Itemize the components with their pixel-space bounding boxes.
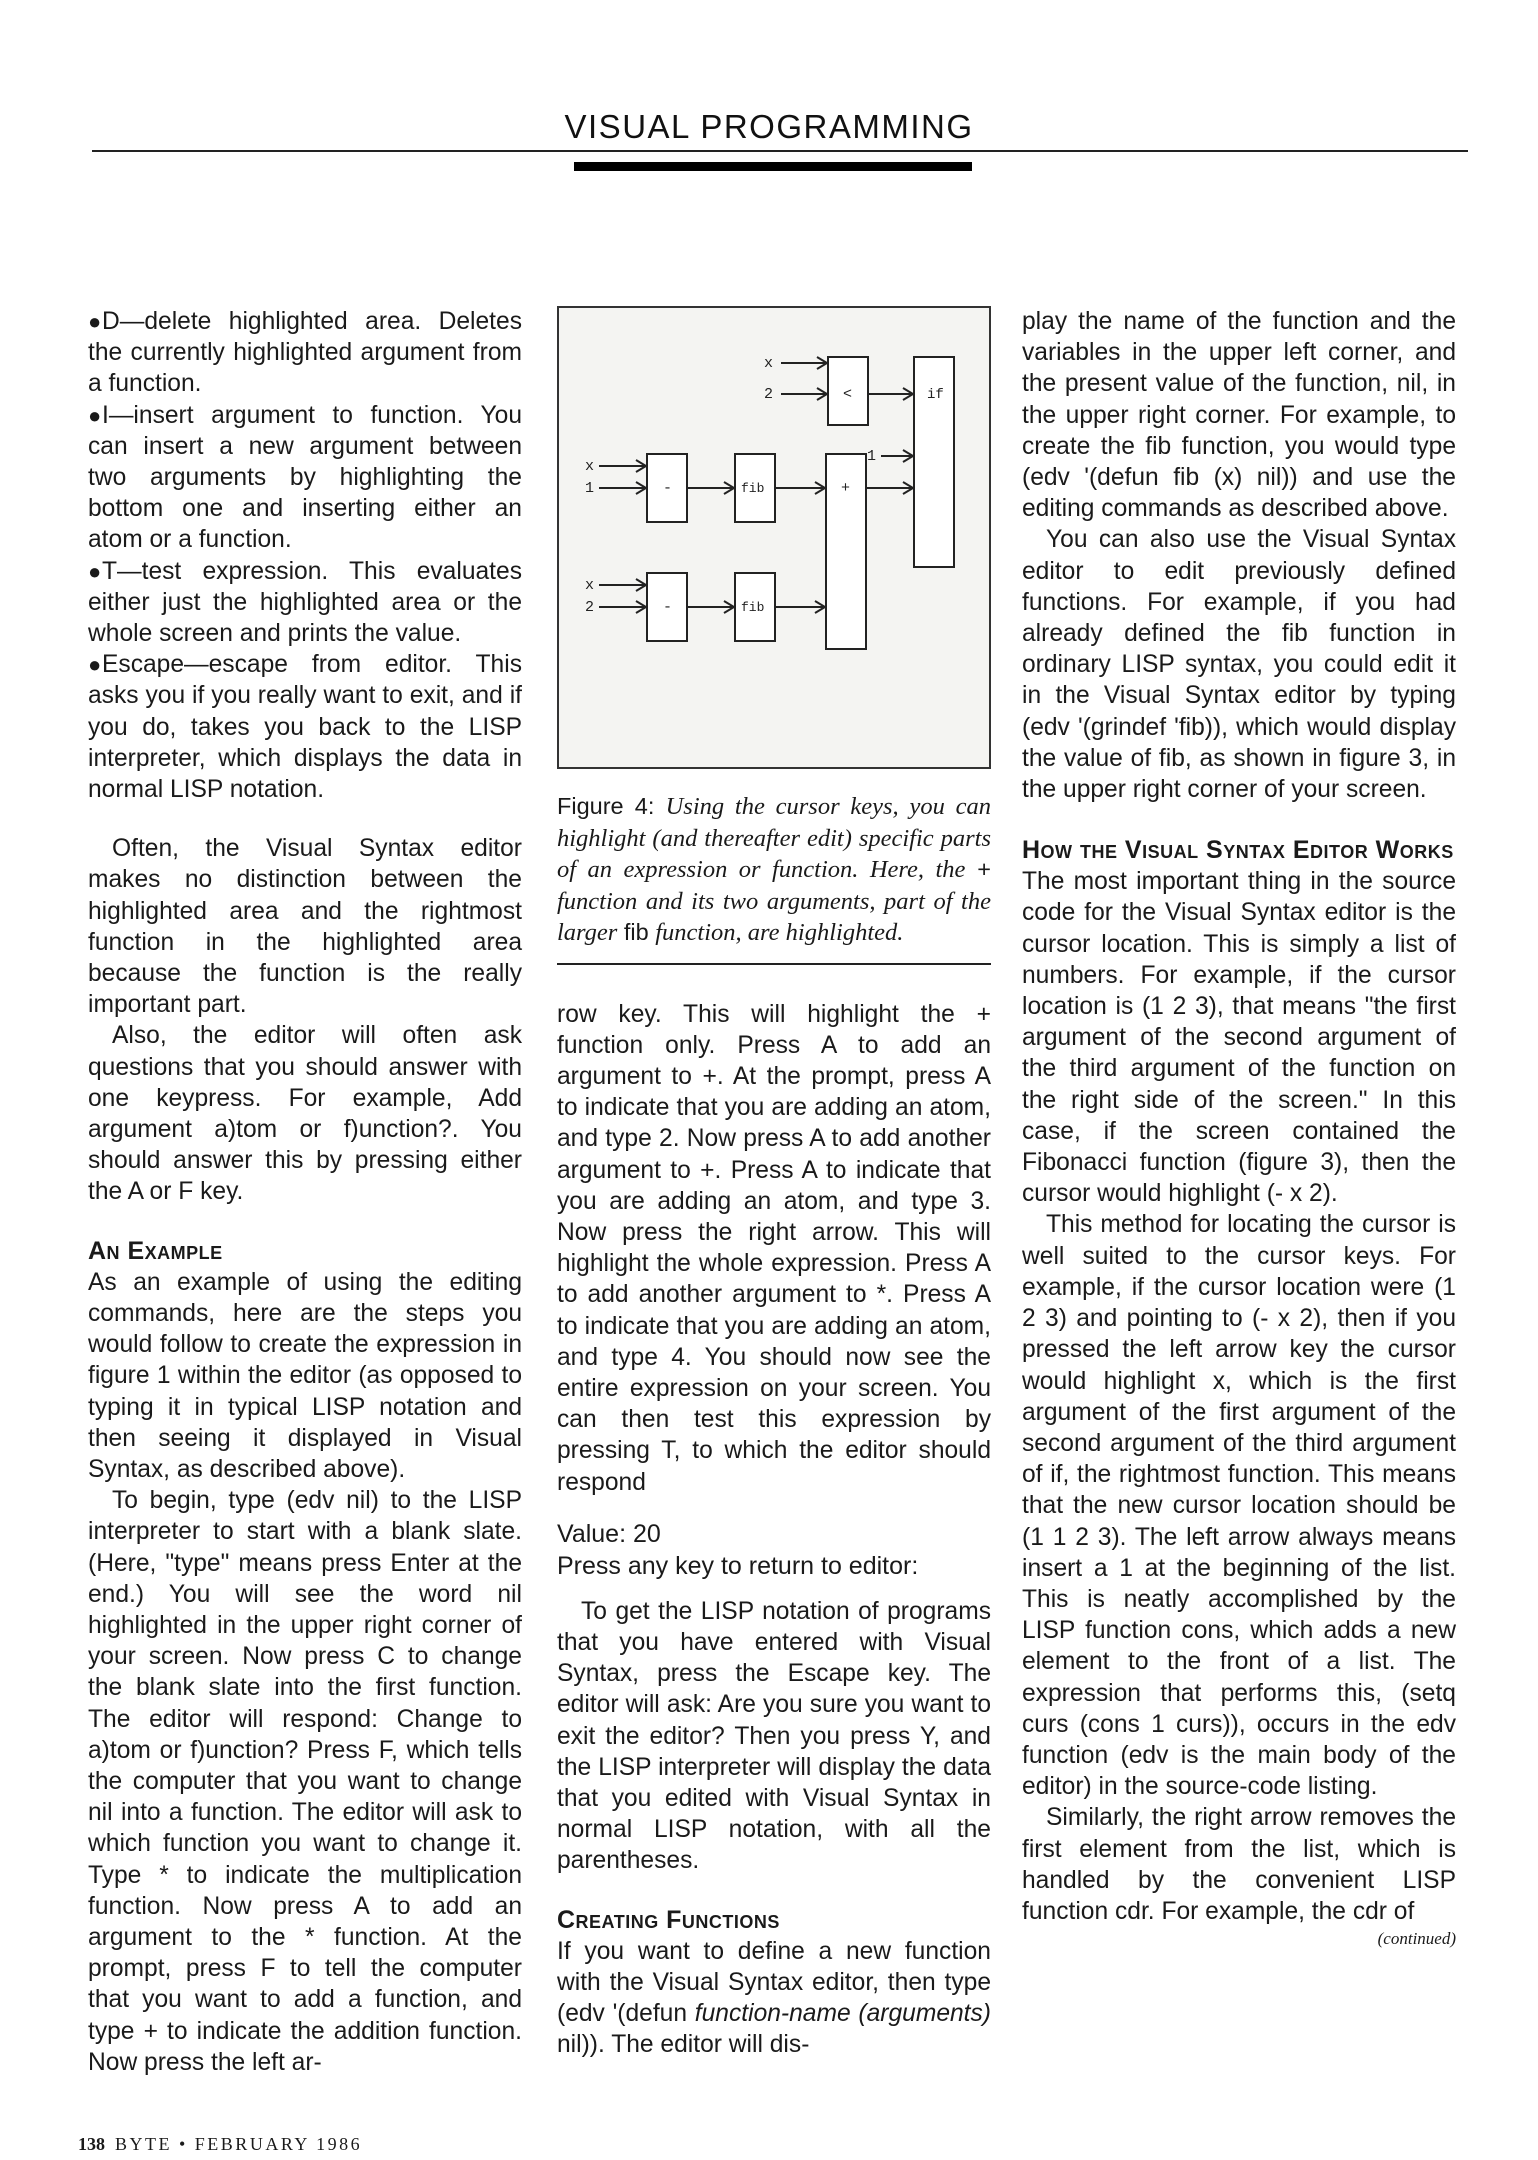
label-if: if: [927, 387, 944, 403]
paragraph: Similarly, the right arrow removes the first element from the list, which is handled by the convenient LISP function cdr. For example, the cdr of: [1022, 1804, 1456, 1925]
label-2-low: 2: [585, 599, 595, 616]
arrow-2-low: [599, 601, 646, 613]
running-head: VISUAL PROGRAMMING: [564, 108, 974, 145]
section-heading-how-it-works: How the Visual Syntax Editor Works: [1022, 836, 1454, 865]
section-heading-example: An Example: [88, 1236, 223, 1265]
label-2-top: 2: [764, 386, 774, 403]
arrow-fib2-plus: [775, 601, 825, 613]
paragraph: play the name of the function and the variables in the upper left corner, and the present value of the function, nil, in the upper right corner. For example, to create the fib function, you would type (edv '(defun fib (x) nil)) and use the editing commands as described above.: [1022, 308, 1456, 523]
label-1-if: 1: [867, 448, 877, 465]
arrow-1-mid: [599, 482, 646, 494]
label-fib-2: fib: [741, 600, 765, 615]
arrow-lt-if: [868, 388, 913, 400]
column-3: [1022, 306, 1456, 1951]
label-lt: <: [843, 386, 853, 403]
paragraph: You can also use the Visual Syntax editor to edit previously defined functions. For example, if you had already defined the fib function in ordinary LISP syntax, you could edit it in the Visual Syntax editor by typing (edv '(grindef 'fib)), which would display the value of fib, as shown in figure 3, in the upper right corner of your screen.: [1022, 526, 1456, 804]
header-rule: [92, 150, 1468, 152]
visual-syntax-diagram: [559, 308, 993, 771]
bullet-insert: ●I—insert argument to function. You can insert a new argument between two arguments by highlighting the bottom one and inserting either an atom or a function.: [88, 401, 522, 554]
label-x-top: x: [764, 355, 774, 372]
arrow-x-low: [599, 579, 646, 591]
column-1: [88, 306, 522, 2078]
page-number: 138: [78, 2134, 105, 2154]
arrow-minus-fib: [687, 482, 734, 494]
paragraph: To begin, type (edv nil) to the LISP interpreter to start with a blank slate. (Here, "type" means press Enter at the end.) You will see the word nil highlighted in the upper right corner of your screen. Now press C to change the blank slate into the first function. The editor will respond: Change to a)tom or f)unction? Press F, which tells the computer that you want to change nil into a function. The editor will ask to which function you want to change it. Type * to indicate the multiplication function. Now press A to add an argument to the * function. At the prompt, press F to tell the computer that you want to add a function, and type + to indicate the addition function. Now press the left ar-: [88, 1487, 522, 2076]
arrow-minus2-fib2: [687, 601, 734, 613]
arrow-1-if: [881, 450, 913, 462]
paragraph: To get the LISP notation of programs that you have entered with Visual Syntax, press the Escape key. The editor will ask: Are you sure you want to exit the editor? Then you press Y, and the LISP interpreter will display the data that you edited with Visual Syntax in normal LISP notation, with all the parentheses.: [557, 1597, 991, 1875]
column-2: [557, 306, 991, 2060]
paragraph: The most important thing in the source code for the Visual Syntax editor is the cursor location. This is simply a list of numbers. For example, if the cursor location is (1 2 3), that means "the first argument of the second argument of the third argument of the function on the right side of the screen." In this case, if the screen contained the Fibonacci function (figure 3), then the cursor would highlight (- x 2).: [1022, 868, 1456, 1208]
label-minus-1: -: [663, 480, 673, 497]
paragraph: Also, the editor will often ask questions that you should answer with one keypress. For example, Add argument a)tom or f)unction?. You should answer this by pressing either the A or F key.: [88, 1022, 522, 1206]
editor-output: Value: 20 Press any key to return to editor:: [557, 1519, 919, 1580]
label-plus: +: [841, 480, 851, 497]
header-bar: [574, 162, 972, 171]
bullet-test: ●T—test expression. This evaluates either just the highlighted area or the whole screen and prints the value.: [88, 557, 522, 648]
bullet-delete: ●D—delete highlighted area. Deletes the currently highlighted argument from a function.: [88, 308, 522, 398]
arrow-x-mid: [599, 460, 646, 472]
bullet-dot: ●: [88, 309, 102, 334]
label-x-low: x: [585, 577, 595, 594]
figure-4-diagram: [557, 306, 991, 769]
bullet-dot: ●: [88, 558, 102, 584]
arrow-2-top: [781, 388, 827, 400]
continued-marker: (continued): [1377, 1929, 1456, 1949]
paragraph: As an example of using the editing commands, here are the steps you would follow to create the expression in figure 1 within the editor (as opposed to typing it in typical LISP notation and then seeing it displayed in Visual Syntax, as described above).: [88, 1268, 522, 1483]
label-1-mid: 1: [585, 480, 595, 497]
page-footer: [78, 2134, 362, 2155]
bullet-escape: ●Escape—escape from editor. This asks you if you really want to exit, and if you do, takes you back to the LISP interpreter, which displays the data in normal LISP notation.: [88, 651, 522, 804]
bullet-dot: ●: [88, 402, 102, 428]
label-minus-2: -: [663, 599, 673, 616]
label-x-mid: x: [585, 458, 595, 475]
paragraph: Often, the Visual Syntax editor makes no distinction between the highlighted area and the rightmost function in the highlighted area because the function is the really important part.: [88, 835, 522, 1019]
footer-text: BYTE • FEBRUARY 1986: [115, 2134, 363, 2154]
arrow-plus-if: [866, 482, 913, 494]
figure-caption: Figure 4: Using the cursor keys, you can highlight (and thereafter edit) specific parts of an expression or function. Here, the + function and its two arguments, part of the larger fib function, are highlighted.: [557, 791, 991, 965]
arrow-fib-plus: [775, 482, 825, 494]
section-heading-creating-functions: Creating Functions: [557, 1905, 780, 1934]
paragraph: This method for locating the cursor is well suited to the cursor keys. For example, if the cursor location were (1 2 3) and pointing to (- x 2), then if you pressed the left arrow key the cursor would highlight x, which is the first argument of the first argument of the second argument of the third argument of if, the rightmost function. This means that the new cursor location should be (1 1 2 3). The left arrow always means insert a 1 at the beginning of the list. This is neatly accomplished by the LISP function cons, which adds a new element to the front of a list. The expression that performs this, (setq curs (cons 1 curs)), occurs in the edv function (edv is the main body of the editor) in the source-code listing.: [1022, 1211, 1456, 1801]
bullet-dot: ●: [88, 652, 102, 678]
arrow-x-top: [781, 357, 827, 369]
label-fib-1: fib: [741, 481, 765, 496]
paragraph: If you want to define a new function with the Visual Syntax editor, then type (edv '(defun function-name (arguments) nil)). The editor will dis-: [557, 1937, 991, 2059]
paragraph: row key. This will highlight the + function only. Press A to add an argument to +. At the prompt, press A to indicate that you are adding an atom, and type 2. Now press A to add another argument to +. Press A to indicate that you are adding an atom, and type 3. Now press the right arrow. This will highlight the whole expression. Press A to add another argument to *. Press A to indicate that you are adding an atom, and type 4. You should now see the entire expression on your screen. You can then test this expression by pressing T, to which the editor should respond: [557, 1000, 991, 1496]
